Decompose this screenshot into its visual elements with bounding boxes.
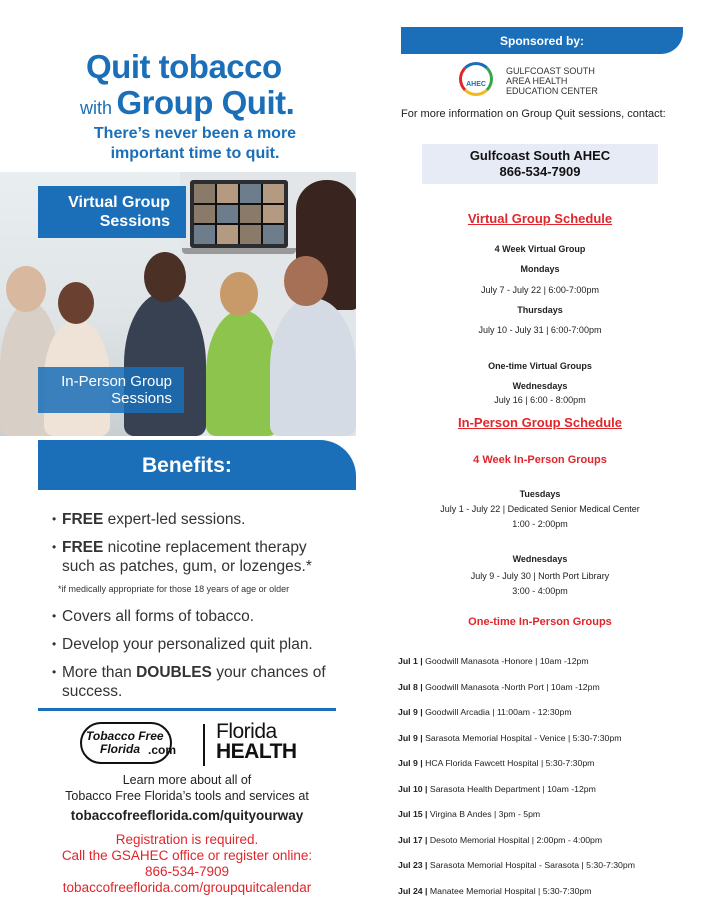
list-item: Jul 1 | Goodwill Manasota -Honore | 10am -12pm xyxy=(398,656,589,666)
tagline: There’s never been a more important time to quit. xyxy=(93,125,297,162)
benefits-list xyxy=(52,510,342,710)
title-group-quit: Group Quit. xyxy=(116,84,295,121)
virtual-onetime-label: One-time Virtual Groups xyxy=(488,361,592,371)
list-item: Jul 15 | Virgina B Andes | 3pm - 5pm xyxy=(398,809,541,819)
list-item: Jul 9 | Goodwill Arcadia | 11:00am - 12:30pm xyxy=(398,707,572,717)
registration-info: Registration is required. Call the GSAHEC office or register online: 866-534-7909 tobaccofreeflorida.com/groupquitcalendar xyxy=(40,832,334,896)
person-4 xyxy=(206,310,278,436)
virtual-sessions-label: Virtual Group Sessions xyxy=(38,186,186,238)
inperson-4-week-label: 4 Week In-Person Groups xyxy=(473,454,607,466)
inperson-onetime-label: One-time In-Person Groups xyxy=(468,616,612,628)
person-3 xyxy=(124,292,206,436)
virtual-schedule-heading: Virtual Group Schedule xyxy=(467,211,613,226)
title-with: with xyxy=(80,98,113,118)
virtual-wednesdays-label: Wednesdays xyxy=(512,381,568,391)
person-5 xyxy=(270,298,356,436)
virtual-thursdays-dates: July 10 - July 31 | 6:00-7:00pm xyxy=(478,325,602,335)
benefit-item: • FREE nicotine replacement therapy such as patches, gum, or lozenges.* xyxy=(52,538,342,576)
benefit-item: • Develop your personalized quit plan. xyxy=(52,635,342,654)
florida-health-logo: Florida HEALTH xyxy=(216,720,297,763)
list-item: Jul 23 | Sarasota Memorial Hospital - Sarasota | 5:30-7:30pm xyxy=(398,860,635,870)
inperson-tuesdays-label: Tuesdays xyxy=(519,489,561,499)
title-line-1: Quit tobacco xyxy=(86,48,282,85)
in-person-sessions-label: In-Person Group Sessions xyxy=(38,367,184,413)
list-item: Jul 9 | Sarasota Memorial Hospital - Venice | 5:30-7:30pm xyxy=(398,732,622,743)
contact-box xyxy=(422,144,658,184)
quit-your-way-link[interactable]: tobaccofreeflorida.com/quityourway xyxy=(70,808,304,823)
ahec-org-name: GULFCOAST SOUTH AREA HEALTH EDUCATION CENTER xyxy=(506,66,598,96)
benefit-item: • FREE expert-led sessions. xyxy=(52,510,342,529)
virtual-thursdays-label: Thursdays xyxy=(517,305,563,315)
list-item: Jul 10 | Sarasota Health Department | 10am -12pm xyxy=(398,783,596,794)
person-1-head xyxy=(6,266,46,312)
inperson-wednesdays-location: July 9 - July 30 | North Port Library xyxy=(470,571,610,581)
title-line-2 xyxy=(80,84,294,122)
inperson-schedule-heading: In-Person Group Schedule xyxy=(458,415,622,430)
person-5-head xyxy=(284,256,328,306)
laptop-video-call-icon xyxy=(190,180,288,248)
list-item: Jul 9 | HCA Florida Fawcett Hospital | 5:30-7:30pm xyxy=(398,758,595,768)
onetime-session-list xyxy=(398,656,708,911)
list-item: Jul 17 | Desoto Memorial Hospital | 2:00pm - 4:00pm xyxy=(398,834,603,845)
list-item: Jul 8 | Goodwill Manasota -North Port | 10am -12pm xyxy=(398,681,600,692)
contact-phone: 866-534-7909 xyxy=(499,164,581,179)
person-4-head xyxy=(220,272,258,316)
contact-name: Gulfcoast South AHEC xyxy=(469,148,611,163)
sponsored-by-banner: Sponsored by: xyxy=(401,27,683,54)
benefit-footnote: *if medically appropriate for those 18 years of age or older xyxy=(58,584,290,594)
learn-more-text: Learn more about all of Tobacco Free Florida’s tools and services at tobaccofreeflorida.com/quityourway xyxy=(40,772,334,824)
benefits-heading: Benefits: xyxy=(38,440,356,490)
inperson-wednesdays-label: Wednesdays xyxy=(512,554,568,564)
list-item: Jul 24 | Manatee Memorial Hospital | 5:30-7:30pm xyxy=(398,885,592,896)
benefit-item: • Covers all forms of tobacco. xyxy=(52,607,342,626)
group-quit-calendar-link[interactable]: tobaccofreeflorida.com/groupquitcalendar xyxy=(62,880,312,895)
ahec-logo-icon: AHEC xyxy=(459,62,493,96)
person-3-head xyxy=(144,252,186,302)
virtual-4-week-label: 4 Week Virtual Group xyxy=(494,244,586,254)
inperson-wednesdays-time: 3:00 - 4:00pm xyxy=(512,586,568,596)
tobacco-free-florida-logo: Tobacco Free Florida .com xyxy=(86,729,177,757)
inperson-tuesdays-time: 1:00 - 2:00pm xyxy=(512,519,568,529)
logo-separator xyxy=(203,724,205,766)
virtual-mondays-label: Mondays xyxy=(520,264,560,274)
person-2-head xyxy=(58,282,94,324)
virtual-mondays-dates: July 7 - July 22 | 6:00-7:00pm xyxy=(481,285,599,295)
registration-phone: 866-534-7909 xyxy=(144,864,230,879)
virtual-wednesdays-dates: July 16 | 6:00 - 8:00pm xyxy=(494,395,586,405)
section-divider xyxy=(38,708,336,711)
inperson-tuesdays-location: July 1 - July 22 | Dedicated Senior Medical Center xyxy=(440,504,640,514)
more-info-text: For more information on Group Quit sessions, contact: xyxy=(401,108,666,120)
laptop-base xyxy=(182,248,296,254)
benefit-item: • More than DOUBLES your chances of success. xyxy=(52,663,342,701)
